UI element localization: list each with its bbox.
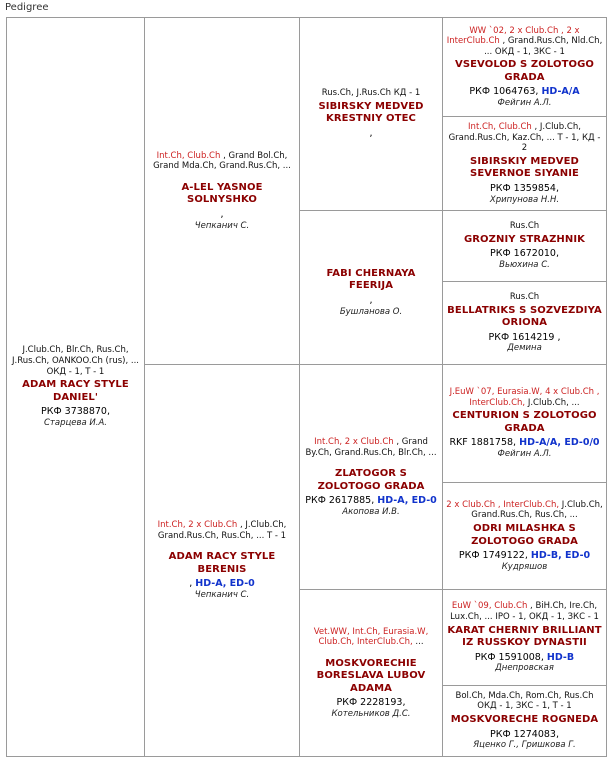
- title-text: , Grand Bol.Ch, Grand Mda.Ch, Grand.Rus.Ch, ...: [153, 150, 291, 172]
- dog-name: BELLATRIKS S SOZVEZDIYA ORIONA: [447, 304, 602, 329]
- title-text: Bol.Ch, Mda.Ch, Rom.Ch, Rus.Ch ОКД - 1, ЗКС - 1, Т - 1: [455, 690, 594, 712]
- title-text: 2 x Club.Ch , InterClub.Ch,: [446, 499, 560, 510]
- pedigree-header: Pedigree: [5, 2, 49, 13]
- breeder-name: Фейгин А.Л.: [497, 449, 552, 460]
- title-text: Int.Ch, Club.Ch: [156, 150, 221, 161]
- registration: [446, 437, 603, 449]
- title-text: Rus.Ch: [509, 221, 540, 232]
- title-text: J.Club.Ch, Grand.Rus.Ch, Rus.Ch, ...: [471, 499, 603, 521]
- title-text: WW `02, 2 x Club.Ch , 2 x InterClub.Ch: [446, 25, 580, 47]
- dog-name: MOSKVORECHIE BORESLAVA LUBOV ADAMA: [316, 657, 426, 694]
- dam-dam-cell: [300, 590, 443, 757]
- title-text: Int.Ch, 2 x Club.Ch: [157, 520, 238, 531]
- spacer: [148, 541, 296, 549]
- dog-name: ADAM RACY STYLE BERENIS: [168, 551, 276, 575]
- health-test-result: HD-B: [546, 651, 575, 663]
- sire-dam-sire-cell: [443, 210, 607, 281]
- breeder-name: Фейгин А.Л.: [497, 98, 552, 109]
- sire-dam-dam-cell: [443, 281, 607, 364]
- dog-name: VSEVOLOD S ZOLOTOGO GRADA: [454, 59, 595, 83]
- breeder-name: Чепканич С.: [194, 590, 250, 601]
- dog-titles: [446, 601, 603, 622]
- registration-number: РКФ 3738870,: [40, 406, 110, 418]
- breeder-name: Яценко Г., Гришкова Г.: [473, 740, 576, 751]
- breeder-name: Бушланова О.: [339, 306, 403, 317]
- dog-titles: [446, 292, 603, 303]
- dam-dam-dam-cell: [443, 685, 607, 756]
- dog-cell: [7, 18, 145, 757]
- title-text: J.EuW `07, Eurasia.W, 4 x Club.Ch , InterClub.Ch,: [449, 387, 600, 408]
- dog-name: CENTURION S ZOLOTOGO GRADA: [452, 410, 597, 434]
- dog-titles: [446, 221, 603, 232]
- dog-titles: [10, 345, 141, 377]
- pedigree-table: [6, 17, 607, 757]
- breeder-name: Кудряшов: [501, 561, 548, 572]
- dog-titles: [446, 500, 603, 521]
- dog-titles: [446, 387, 603, 408]
- dog-name: SIBIRSKY MEDVED KRESTNIY OTEC: [318, 100, 424, 125]
- title-text: КД - 1: [393, 88, 421, 99]
- spacer: [303, 258, 439, 266]
- registration-number: РКФ 1274083,: [489, 728, 559, 740]
- registration-number: ,: [369, 127, 373, 139]
- registration-number: RKF 1881758,: [449, 437, 517, 449]
- breeder-name: Вьюхина С.: [499, 260, 550, 271]
- breeder-name: Демина: [507, 343, 542, 354]
- registration-number: РКФ 1591008,: [474, 651, 544, 663]
- registration: [446, 550, 603, 562]
- title-text: , Grand By.Ch, Grand.Rus.Ch, Blr.Ch, ...: [305, 436, 437, 458]
- health-test-result: HD-B, ED-0: [530, 550, 591, 562]
- registration: [303, 295, 439, 307]
- dam-sire-dam-cell: [443, 482, 607, 590]
- spacer: [303, 648, 439, 656]
- title-text: , Grand.Rus.Ch, Nld.Ch, ... ОКД - 1, ЗКС - 1: [484, 36, 603, 57]
- health-test-result: HD-A/A: [541, 86, 580, 98]
- sire-sire-sire-cell: [443, 18, 607, 117]
- registration: [303, 495, 439, 507]
- dog-titles: [446, 26, 603, 58]
- dog-name: FABI CHERNAYA FEERIJA: [326, 267, 416, 292]
- breeder-name: Старцева И.А.: [43, 418, 107, 429]
- registration-number: ,: [189, 578, 193, 590]
- dam-cell: [145, 365, 300, 757]
- dog-titles: [446, 691, 603, 712]
- title-text: J.Club.Ch, ...: [527, 397, 580, 408]
- title-text: J.Club.Ch, Blr.Ch, Rus.Ch, J.Rus.Ch, OANKOO.Ch (rus), ...: [11, 345, 139, 366]
- title-text: Int.Ch, Club.Ch: [468, 121, 532, 132]
- dog-name: ZLATOGOR S ZOLOTOGO GRADA: [317, 468, 425, 492]
- registration-number: РКФ 1749122,: [458, 550, 528, 562]
- sire-sire-cell: [300, 18, 443, 211]
- registration-number: РКФ 2617885,: [305, 495, 375, 507]
- dog-titles: [303, 627, 439, 648]
- registration-number: ,: [369, 294, 373, 306]
- title-text: EuW `09, Club.Ch: [451, 601, 528, 612]
- title-text: Rus.Ch: [509, 291, 540, 302]
- registration-number: РКФ 1672010,: [489, 248, 559, 260]
- registration-number: РКФ 2228193,: [336, 697, 406, 709]
- sire-sire-dam-cell: [443, 117, 607, 210]
- spacer: [148, 172, 296, 180]
- breeder-name: Чепканич С.: [194, 220, 250, 231]
- title-text: ОКД - 1, Т - 1: [46, 366, 105, 377]
- registration: [303, 128, 439, 140]
- registration-number: РКФ 1359854,: [489, 182, 559, 194]
- dam-sire-cell: [300, 365, 443, 590]
- registration: [446, 248, 603, 260]
- registration: [303, 697, 439, 709]
- dam-dam-sire-cell: [443, 590, 607, 685]
- dam-sire-sire-cell: [443, 365, 607, 483]
- title-text: , J.Club.Ch, Grand.Rus.Ch, Kaz.Ch, ... Т - 1, КД - 2: [448, 121, 601, 154]
- registration: [148, 209, 296, 221]
- title-text: Int.Ch, 2 x Club.Ch: [314, 436, 394, 447]
- registration: [446, 729, 603, 741]
- dog-name: A-LEL YASNOE SOLNYSHKO: [181, 181, 263, 206]
- dog-titles: [148, 151, 296, 172]
- breeder-name: Котельников Д.С.: [331, 709, 411, 720]
- dog-titles: [303, 437, 439, 458]
- health-test-result: HD-A, ED-0: [377, 495, 437, 507]
- breeder-name: Акопова И.В.: [342, 507, 400, 518]
- dog-name: MOSKVORECHE ROGNEDA: [450, 714, 599, 726]
- registration-number: РКФ 1064763,: [469, 86, 539, 98]
- dog-name: ODRI MILASHKA S ZOLOTOGO GRADA: [471, 523, 578, 547]
- sire-dam-cell: [300, 210, 443, 364]
- registration: [446, 86, 603, 98]
- registration: [446, 332, 603, 344]
- title-text: , BiH.Ch, Ire.Ch, Lux.Ch, ... IPO - 1, ОКД - 1, ЗКС - 1: [450, 601, 599, 622]
- registration: [446, 652, 603, 664]
- registration-number: РКФ 1614219 ,: [488, 331, 561, 343]
- dog-name: SIBIRSKIY MEDVED SEVERNOE SIYANIE: [470, 155, 579, 180]
- dog-name: ADAM RACY STYLE DANIEL': [22, 379, 129, 403]
- title-text: , J.Club.Ch, Grand.Rus.Ch, Rus.Ch, ... Т - 1: [157, 520, 287, 541]
- health-test-result: HD-A, ED-0: [195, 578, 255, 590]
- title-text: Vet.WW, Int.Ch, Eurasia.W, Club.Ch, InterClub.Ch,: [313, 626, 429, 648]
- registration: [10, 406, 141, 418]
- title-text: Rus.Ch, J.Rus.Ch: [321, 88, 392, 99]
- spacer: [303, 458, 439, 466]
- dog-titles: [148, 520, 296, 541]
- sire-cell: [145, 18, 300, 365]
- dog-titles: [303, 88, 439, 99]
- breeder-name: Хрипунова Н.Н.: [489, 194, 560, 205]
- title-text: ...: [415, 637, 424, 648]
- health-test-result: HD-A/A, ED-0/0: [519, 437, 600, 449]
- registration: [148, 578, 296, 590]
- registration: [446, 183, 603, 195]
- dog-name: KARAT CHERNIY BRILLIANT IZ RUSSKOY DYNASTII: [447, 624, 602, 649]
- dog-name: GROZNIY STRAZHNIK: [463, 233, 586, 245]
- dog-titles: [446, 122, 603, 154]
- breeder-name: Днепровская: [495, 663, 554, 674]
- registration-number: ,: [220, 208, 224, 220]
